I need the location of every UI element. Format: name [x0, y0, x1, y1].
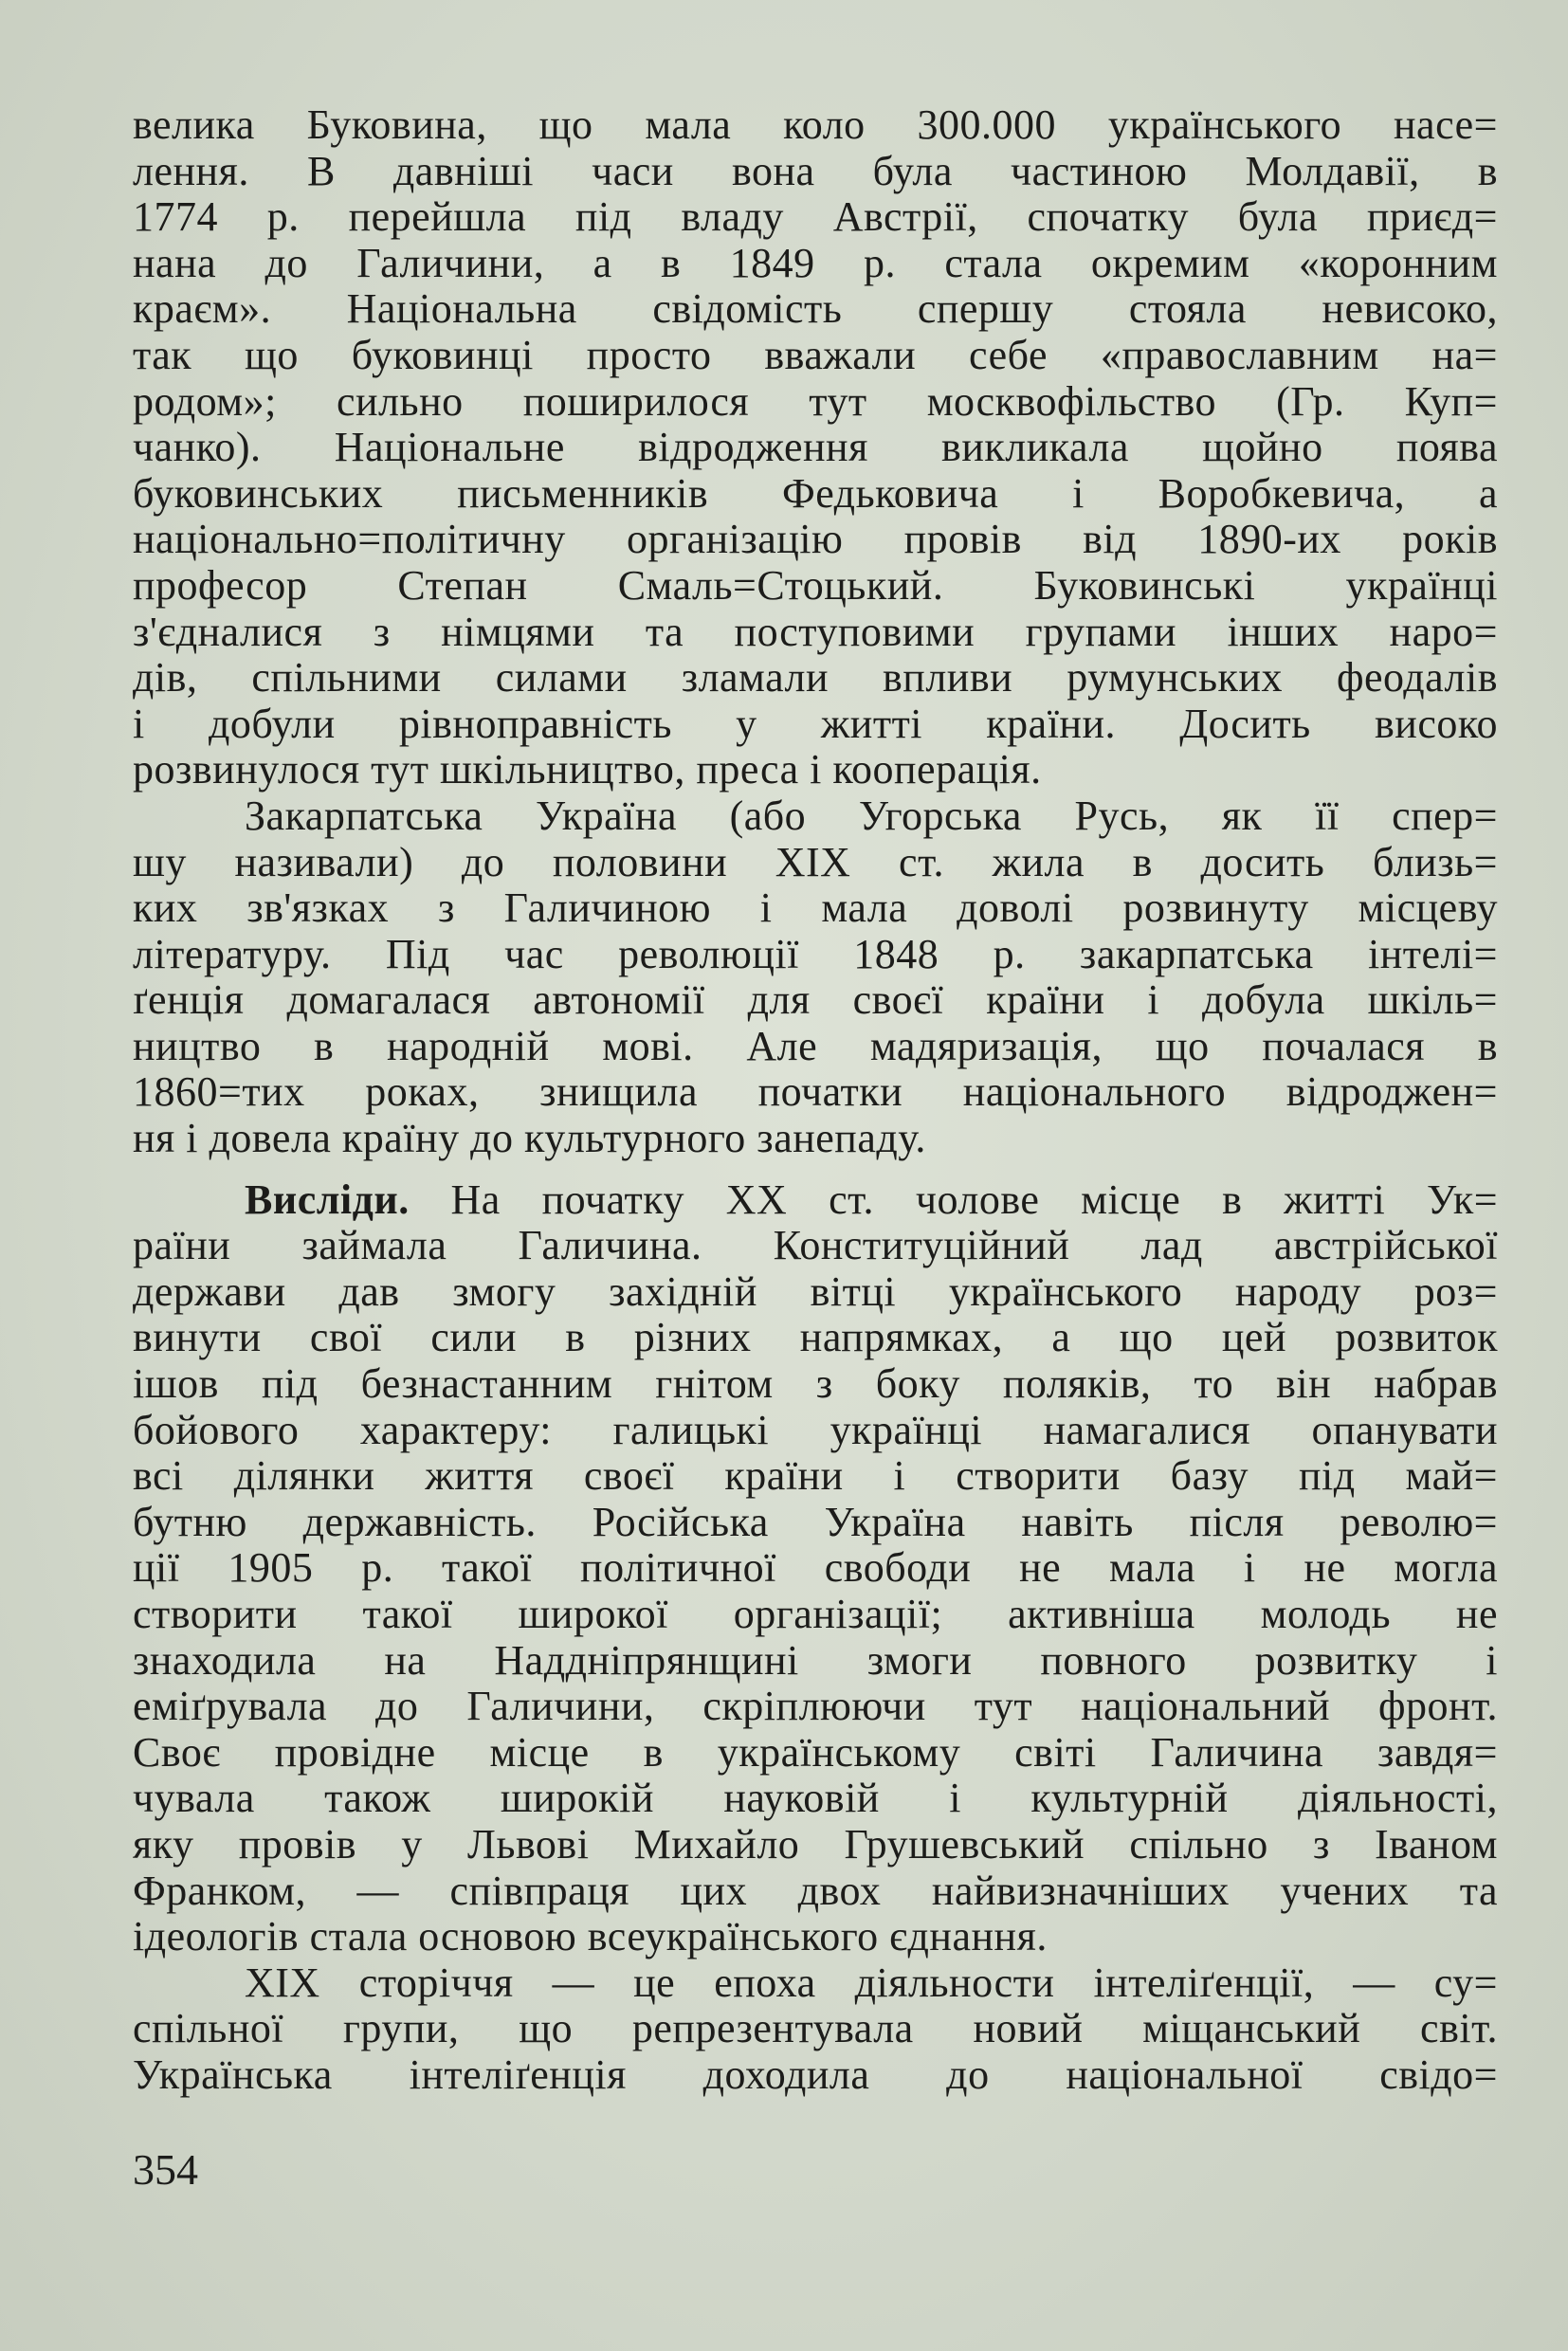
text-line: 1860=тих роках, знищила початки національного відроджен= [133, 1068, 1498, 1116]
text-line: і добули рівноправність у житті країни. Досить високо [133, 700, 1498, 747]
text-line: Франком, — співпраця цих двох найвизначніших учених та [133, 1867, 1498, 1914]
text-line: ких зв'язках з Галичиною і мала доволі розвинуту місцеву [133, 884, 1498, 932]
text-line: шу називали) до половини XIX ст. жила в досить близь= [133, 838, 1498, 885]
text-line: літературу. Під час революції 1848 р. закарпатська інтелі= [133, 930, 1498, 977]
text-line: знаходила на Наддніпрянщині змоги повного розвитку і [133, 1636, 1498, 1684]
text-line: ня і довела країну до культурного занепаду. [133, 1115, 926, 1162]
text-line: буковинських письменників Федьковича і Воробкевича, а [133, 469, 1498, 517]
text-line: Закарпатська Україна (або Угорська Русь, як її спер= [245, 792, 1498, 839]
text-line: спільної групи, що репрезентувала новий міщанський світ. [133, 2005, 1498, 2052]
paragraph-bukovyna [133, 102, 1498, 793]
text-line: раїни займала Галичина. Конституційний лад австрійської [133, 1222, 1498, 1269]
text-line: чанко). Національне відродження викликала щойно поява [133, 424, 1498, 471]
paragraph-gap [133, 1162, 1498, 1177]
text-line: еміґрувала до Галичини, скріплюючи тут національний фронт. [133, 1683, 1498, 1730]
text-line: нана до Галичини, а в 1849 р. стала окремим «коронним [133, 239, 1498, 286]
text-line: Своє провідне місце в українському світі Галичина завдя= [133, 1728, 1498, 1776]
text-line: родом»; сильно поширилося тут москвофільство (Гр. Куп= [133, 377, 1498, 425]
text-line: Українська інтеліґенція доходила до національної свідо= [133, 2050, 1498, 2098]
text-line: 1774 р. перейшла під владу Австрії, спочатку була приєд= [133, 193, 1498, 241]
page-number: 354 [133, 2145, 198, 2194]
text-line-rest: На початку XX ст. чолове місце в житті Ук= [450, 1176, 1499, 1223]
text-line: національно=політичну організацію провів від 1890-их років [133, 516, 1498, 563]
text-line: професор Степан Смаль=Стоцький. Буковинські українці [133, 561, 1498, 609]
text-line: створити такої широкої організації; активніша молодь не [133, 1591, 1498, 1637]
text-line: так що буковинці просто вважали себе «православним на= [133, 331, 1498, 378]
text-line: держави дав змогу західній вітці українського народу роз= [133, 1267, 1498, 1315]
text-line: краєм». Національна свідомість спершу стояла невисоко, [133, 285, 1498, 333]
text-line: яку провів у Львові Михайло Грушевський спільно з Іваном [133, 1820, 1498, 1868]
text-line: лення. В давніші часи вона була частиною Молдавії, в [133, 147, 1498, 194]
text-line: бутню державність. Російська Україна навіть після револю= [133, 1498, 1498, 1545]
text-line: дів, спільними силами зламали впливи румунських феодалів [133, 654, 1498, 702]
text-line: всі ділянки життя своєї країни і створити базу під май= [133, 1452, 1498, 1500]
text-line: велика Буковина, що мала коло 300.000 українського насе= [133, 101, 1498, 148]
text-line: винути свої сили в різних напрямках, а що цей розвиток [133, 1314, 1498, 1361]
text-line: ґенція домагалася автономії для своєї країни і добула шкіль= [133, 976, 1498, 1024]
text-line: ництво в народній мові. Але мадяризація, що почалася в [133, 1022, 1498, 1069]
text-line: з'єдналися з німцями та поступовими групами інших наро= [133, 608, 1498, 655]
body-text [133, 102, 1498, 2099]
text-line: ідеологів стала основою всеукраїнського єднання. [133, 1913, 1048, 1960]
text-line: розвинулося тут шкільництво, преса і кооперація. [133, 746, 1042, 793]
text-line: ішов під безнастанним гнітом з боку поляків, то він набрав [133, 1360, 1498, 1408]
text-line [133, 1177, 1498, 1224]
paragraph-transcarpathia [133, 793, 1498, 1162]
paragraph-results [133, 1177, 1498, 1960]
text-line: чувала також широкій науковій і культурній діяльності, [133, 1775, 1498, 1822]
section-heading: Висліди. [245, 1176, 410, 1223]
paragraph-intelligentsia [133, 1960, 1498, 2099]
text-line: бойового характеру: галицькі українці намагалися опанувати [133, 1406, 1498, 1453]
text-line: XIX сторіччя — це епоха діяльности інтеліґенції, — су= [245, 1959, 1498, 2006]
text-line: ції 1905 р. такої політичної свободи не мала і не могла [133, 1544, 1498, 1592]
